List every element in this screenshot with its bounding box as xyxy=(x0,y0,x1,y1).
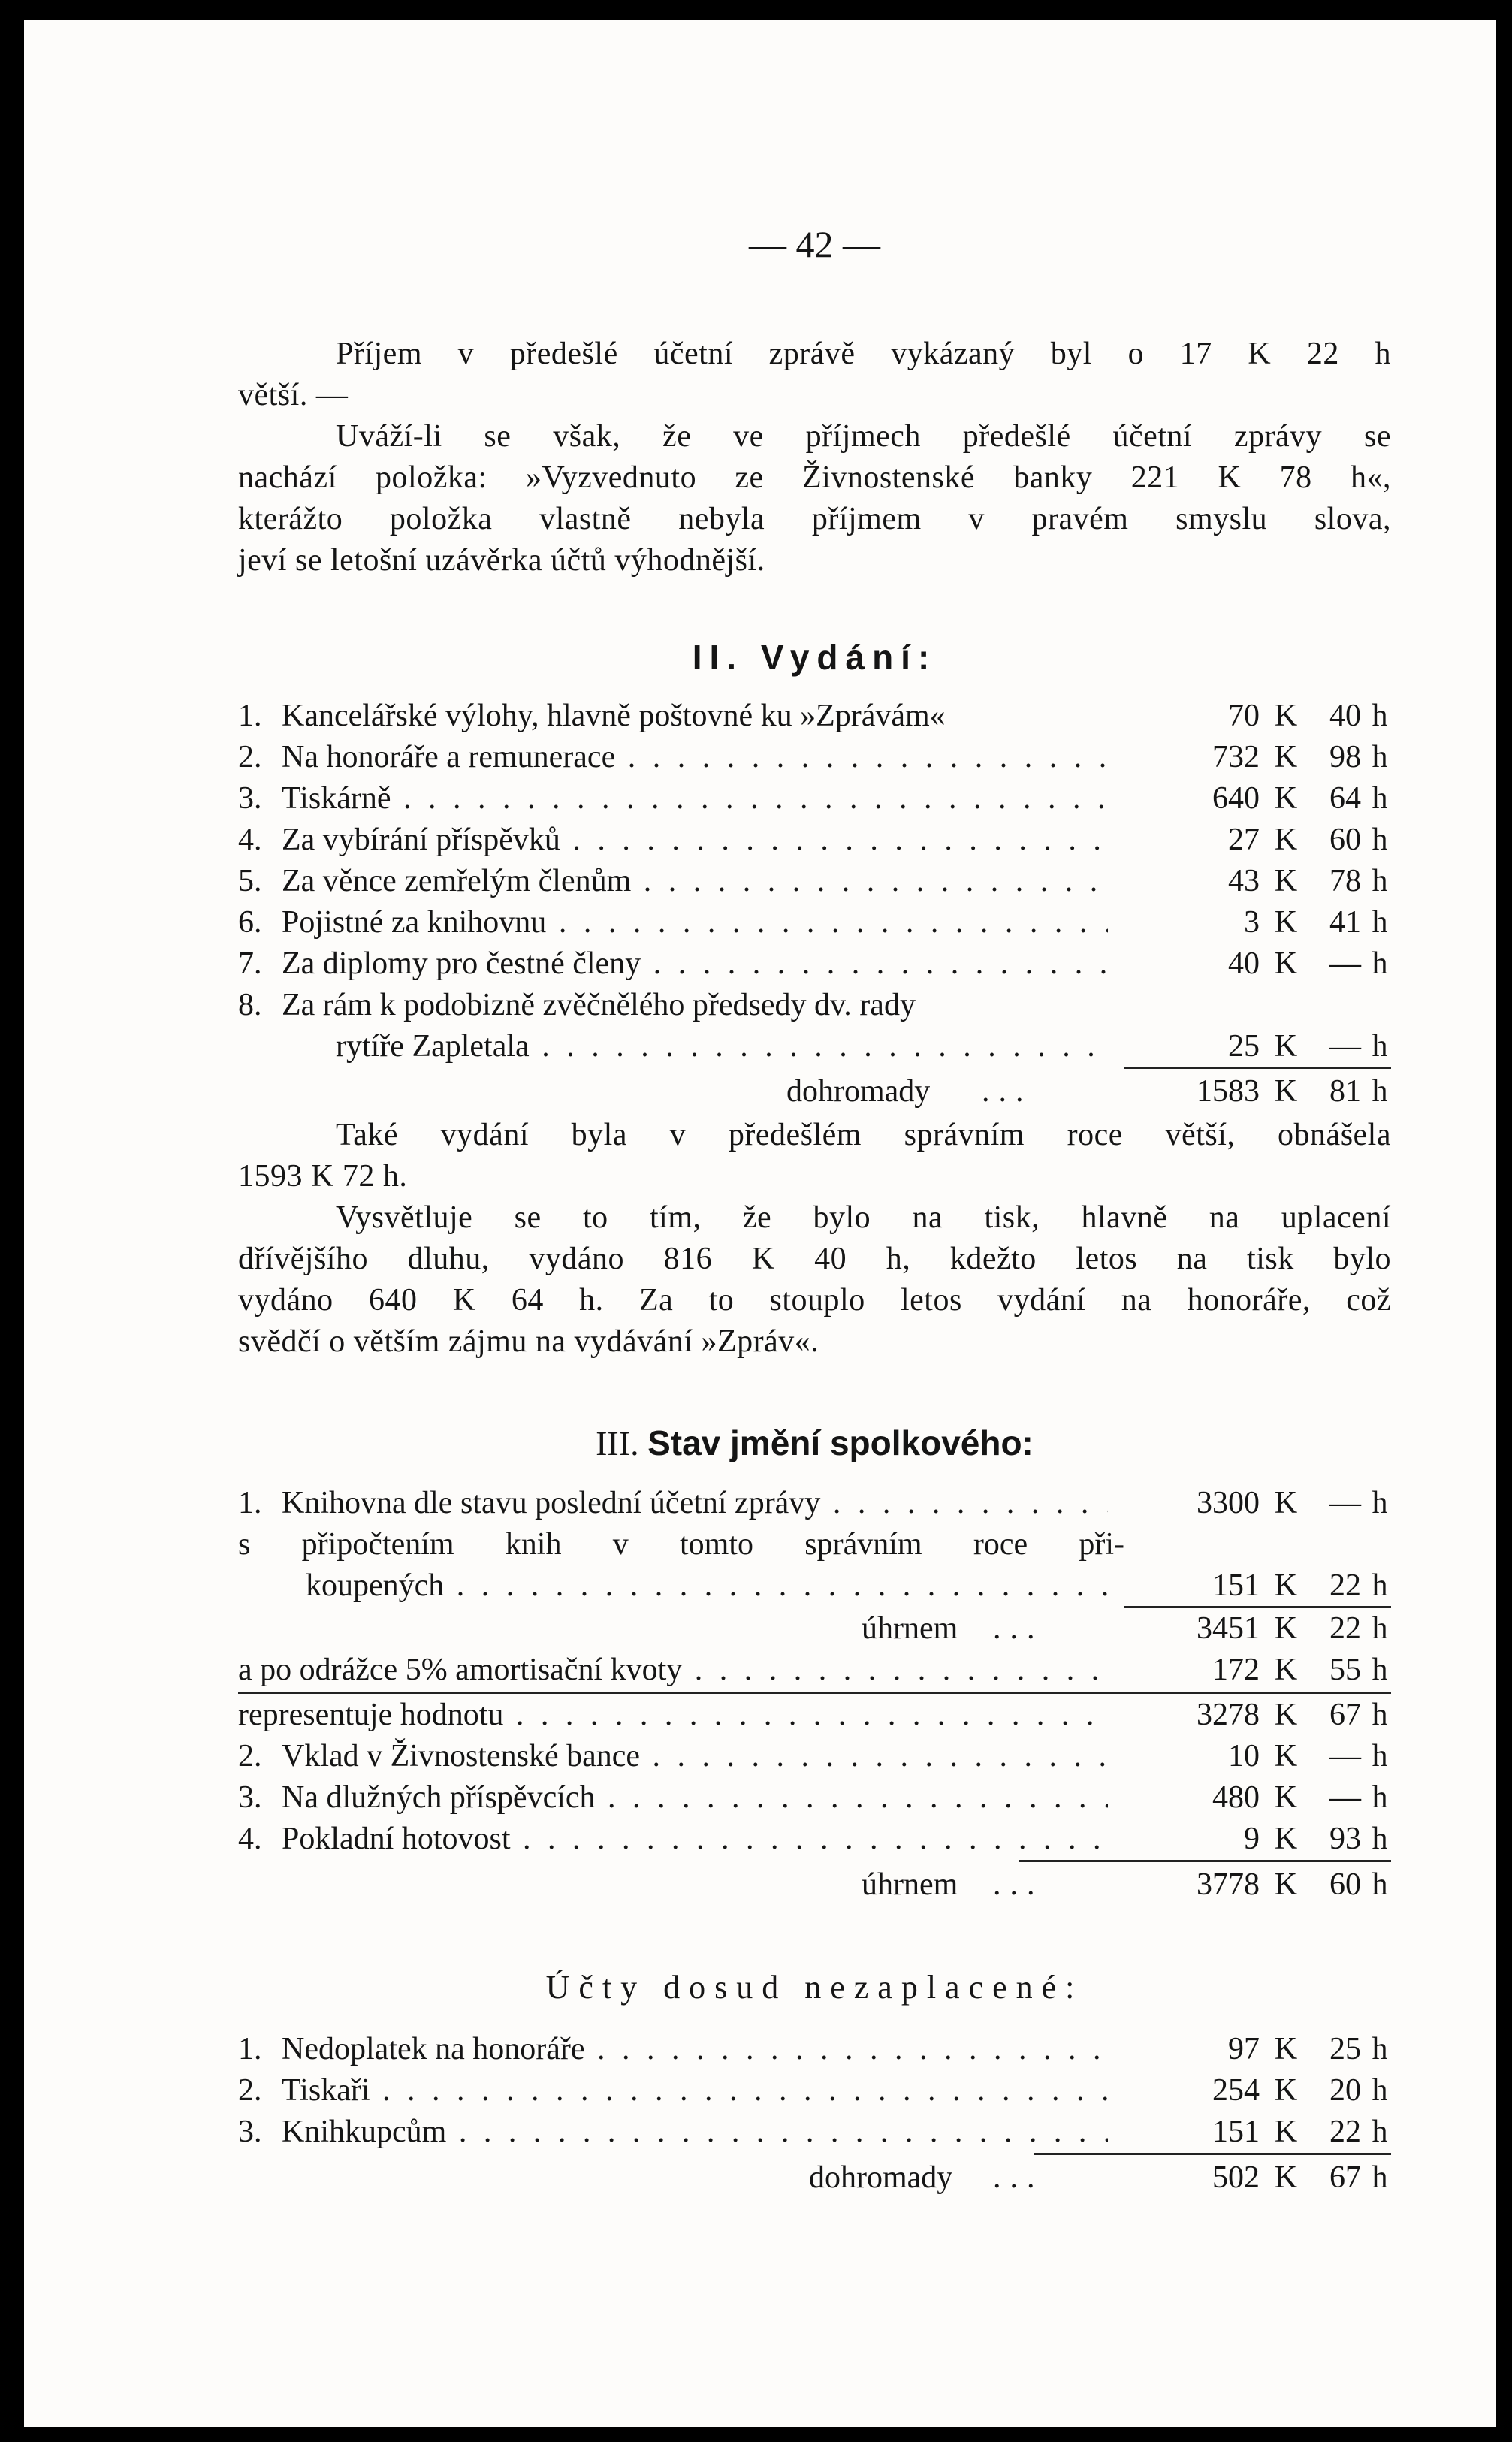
table-row xyxy=(238,902,1391,943)
intro-paragraph-2 xyxy=(238,416,1391,581)
text-line: větší. — xyxy=(238,378,349,412)
amount-k: 1583 xyxy=(1197,1074,1260,1109)
text-line: svědčí o větším zájmu na vydávání »Zpráv«. xyxy=(238,1324,819,1359)
row-label: a po odrážce 5% amortisační kvoty . . . xyxy=(238,1650,1109,1691)
amount-k: 151 xyxy=(1212,1568,1260,1603)
unit-k: K xyxy=(1274,1739,1298,1773)
unit-k: K xyxy=(1274,1822,1298,1856)
sum-rule xyxy=(1019,1860,1391,1862)
unit-h: h xyxy=(1372,1780,1388,1815)
row-label: Tiskárně . . . xyxy=(282,778,1108,820)
table-row xyxy=(238,1695,1391,1736)
text-line: kterážto položka vlastně nebyla příjmem v pravém smyslu slova, xyxy=(238,502,1391,536)
total-label: dohromady xyxy=(786,1074,931,1109)
table-row xyxy=(238,2111,1391,2153)
section-title: Stav jmění spolkového: xyxy=(647,1423,1034,1462)
table-row xyxy=(238,1483,1391,1524)
unit-h: h xyxy=(1372,2114,1388,2149)
row-label: Tiskaři . . . xyxy=(282,2070,1108,2111)
amount-h: 67 xyxy=(1329,1698,1361,1732)
total-label: dohromady xyxy=(809,2160,953,2195)
page xyxy=(24,20,1496,2427)
unit-h: h xyxy=(1372,905,1388,940)
unit-k: K xyxy=(1274,864,1298,898)
total-dots: ... xyxy=(993,1611,1044,1646)
amount-h: 81 xyxy=(1329,1074,1361,1109)
sum-rule xyxy=(1124,1067,1391,1069)
row-label: Na honoráře a remunerace . . . xyxy=(282,737,1108,778)
unit-h: h xyxy=(1372,1029,1388,1064)
text-line: 1593 K 72 h. xyxy=(238,1159,408,1194)
row-label: koupených . . . xyxy=(306,1565,1109,1607)
unit-h: h xyxy=(1372,946,1388,981)
sum-rule xyxy=(1034,2153,1391,2155)
text-line: Vysvětluje se to tím, že bylo na tisk, hlavně na uplacení xyxy=(336,1200,1391,1235)
row-number: 4. xyxy=(238,1822,262,1856)
unit-k: K xyxy=(1274,2160,1298,2195)
amount-k: 3778 xyxy=(1197,1867,1260,1902)
row-label: Nedoplatek na honoráře . . . xyxy=(282,2029,1108,2070)
unit-h: h xyxy=(1372,1698,1388,1732)
amount-k: 40 xyxy=(1228,946,1260,981)
row-number: 8. xyxy=(238,988,262,1022)
row-label: Pojistné za knihovnu . . . xyxy=(282,902,1108,943)
amount-h: 25 xyxy=(1329,2032,1361,2066)
amount-k: 3 xyxy=(1244,905,1260,940)
amount-h: 22 xyxy=(1329,1568,1361,1603)
table-row xyxy=(238,820,1391,861)
intro-paragraph-1 xyxy=(238,334,1391,416)
text-line: Uváží-li se však, že ve příjmech předešlé účetní zprávy se xyxy=(336,419,1391,454)
table-row xyxy=(238,1565,1391,1607)
table-row xyxy=(238,2029,1391,2070)
unit-k: K xyxy=(1274,2032,1298,2066)
row-number: 3. xyxy=(238,2114,262,2149)
amount-k: 10 xyxy=(1228,1739,1260,1773)
total-dots: ... xyxy=(993,1867,1044,1902)
amount-k: 254 xyxy=(1212,2073,1260,2108)
unit-h: h xyxy=(1372,1074,1388,1109)
unit-h: h xyxy=(1372,699,1388,733)
row-number: 5. xyxy=(238,864,262,898)
table-row xyxy=(238,1819,1391,1860)
row-number: 3. xyxy=(238,1780,262,1815)
table-row xyxy=(238,861,1391,902)
row-label: Pokladní hotovost . . . xyxy=(282,1819,1108,1860)
amount-h: — xyxy=(1329,1029,1361,1064)
paragraph-vydani-2 xyxy=(238,1197,1391,1363)
row-number: 1. xyxy=(238,1486,262,1520)
unit-h: h xyxy=(1372,2032,1388,2066)
text-line: nachází položka: »Vyzvednuto ze Živnostenské banky 221 K 78 h«, xyxy=(238,460,1391,495)
total-label: úhrnem xyxy=(862,1867,958,1902)
unit-k: K xyxy=(1274,905,1298,940)
amount-h: 40 xyxy=(1329,699,1361,733)
text-line: jeví se letošní uzávěrka účtů výhodnější. xyxy=(238,543,765,578)
amount-k: 70 xyxy=(1228,699,1260,733)
amount-h: — xyxy=(1329,946,1361,981)
amount-h: 22 xyxy=(1329,2114,1361,2149)
table-row xyxy=(238,778,1391,820)
amount-h: 60 xyxy=(1329,1867,1361,1902)
unit-k: K xyxy=(1274,946,1298,981)
row-label: representuje hodnotu . . . xyxy=(238,1695,1109,1736)
amount-h: 78 xyxy=(1329,864,1361,898)
table-row xyxy=(238,1777,1391,1819)
amount-k: 25 xyxy=(1228,1029,1260,1064)
amount-h: 64 xyxy=(1329,781,1361,816)
unit-h: h xyxy=(1372,1611,1388,1646)
row-number: 3. xyxy=(238,781,262,816)
paragraph-vydani-1 xyxy=(238,1115,1391,1197)
text-line: Také vydání byla v předešlém správním roce větší, obnášela xyxy=(336,1118,1391,1152)
total-dots: ... xyxy=(982,1074,1033,1109)
row-label: Na dlužných příspěvcích . . . xyxy=(282,1777,1108,1819)
unit-h: h xyxy=(1372,781,1388,816)
unit-k: K xyxy=(1274,1029,1298,1064)
amount-h: 41 xyxy=(1329,905,1361,940)
row-label: rytíře Zapletala . . . xyxy=(336,1026,1109,1067)
row-number: 1. xyxy=(238,699,262,733)
table-row xyxy=(238,1524,1391,1565)
unit-h: h xyxy=(1372,1568,1388,1603)
amount-k: 9 xyxy=(1244,1822,1260,1856)
table-row xyxy=(238,1650,1391,1691)
amount-h: — xyxy=(1329,1780,1361,1815)
unit-k: K xyxy=(1274,823,1298,857)
row-label: Za vybírání příspěvků . . . xyxy=(282,820,1108,861)
amount-h: 55 xyxy=(1329,1653,1361,1687)
section-heading-ucty: Účty dosud nezaplacené: xyxy=(545,1969,1084,2006)
row-number: 1. xyxy=(238,2032,262,2066)
row-label: Za rám k podobizně zvěčnělého předsedy dv. rady xyxy=(282,988,916,1022)
unit-k: K xyxy=(1274,1486,1298,1520)
row-label: s připočtením knih v tomto správním roce při- xyxy=(238,1527,1124,1562)
unit-h: h xyxy=(1372,740,1388,774)
amount-h: 93 xyxy=(1329,1822,1361,1856)
text-line: Příjem v předešlé účetní zprávě vykázaný byl o 17 K 22 h xyxy=(336,337,1391,371)
amount-k: 502 xyxy=(1212,2160,1260,2195)
amount-k: 3300 xyxy=(1197,1486,1260,1520)
amount-k: 3451 xyxy=(1197,1611,1260,1646)
row-label: Kancelářské výlohy, hlavně poštovné ku »Zprávám« xyxy=(282,699,946,733)
table-row xyxy=(238,1026,1391,1067)
unit-h: h xyxy=(1372,864,1388,898)
section-heading-vydani: II. Vydání: xyxy=(692,638,937,677)
total-row xyxy=(238,1608,1391,1650)
section-heading-jmeni xyxy=(238,1423,1391,1463)
row-label: Za diplomy pro čestné členy . . . xyxy=(282,943,1108,985)
unit-h: h xyxy=(1372,1653,1388,1687)
table-row xyxy=(238,696,1391,737)
unit-k: K xyxy=(1274,699,1298,733)
amount-k: 640 xyxy=(1212,781,1260,816)
table-row xyxy=(238,2070,1391,2111)
row-number: 2. xyxy=(238,740,262,774)
unit-h: h xyxy=(1372,1822,1388,1856)
amount-k: 27 xyxy=(1228,823,1260,857)
sum-rule xyxy=(238,1692,1391,1694)
row-label: Knihovna dle stavu poslední účetní zprávy . . . xyxy=(282,1483,1108,1524)
unit-k: K xyxy=(1274,740,1298,774)
amount-h: — xyxy=(1329,1739,1361,1773)
section-number: III. xyxy=(596,1424,639,1462)
row-label: Za věnce zemřelým členům . . . xyxy=(282,861,1108,902)
text-line: dřívějšího dluhu, vydáno 816 K 40 h, kdežto letos na tisk bylo xyxy=(238,1242,1391,1276)
amount-k: 151 xyxy=(1212,2114,1260,2149)
total-row xyxy=(238,1071,1391,1112)
amount-k: 43 xyxy=(1228,864,1260,898)
page-number: — 42 — xyxy=(749,223,880,265)
unit-k: K xyxy=(1274,1611,1298,1646)
unit-k: K xyxy=(1274,1698,1298,1732)
table-row xyxy=(238,1736,1391,1777)
unit-k: K xyxy=(1274,2114,1298,2149)
row-label: Knihkupcům . . . xyxy=(282,2111,1108,2153)
amount-h: 60 xyxy=(1329,823,1361,857)
unit-k: K xyxy=(1274,1867,1298,1902)
amount-k: 97 xyxy=(1228,2032,1260,2066)
row-number: 6. xyxy=(238,905,262,940)
unit-k: K xyxy=(1274,1780,1298,1815)
amount-h: 98 xyxy=(1329,740,1361,774)
text-line: vydáno 640 K 64 h. Za to stouplo letos vydání na honoráře, což xyxy=(238,1283,1391,1318)
table-row xyxy=(238,737,1391,778)
amount-h: — xyxy=(1329,1486,1361,1520)
unit-h: h xyxy=(1372,2160,1388,2195)
total-row xyxy=(238,2157,1391,2199)
unit-k: K xyxy=(1274,781,1298,816)
unit-h: h xyxy=(1372,823,1388,857)
row-label: Vklad v Živnostenské bance . . . xyxy=(282,1736,1108,1777)
amount-h: 20 xyxy=(1329,2073,1361,2108)
unit-h: h xyxy=(1372,2073,1388,2108)
table-row xyxy=(238,943,1391,985)
amount-k: 480 xyxy=(1212,1780,1260,1815)
total-dots: ... xyxy=(993,2160,1044,2195)
unit-k: K xyxy=(1274,1074,1298,1109)
unit-h: h xyxy=(1372,1867,1388,1902)
total-label: úhrnem xyxy=(862,1611,958,1646)
amount-k: 3278 xyxy=(1197,1698,1260,1732)
row-number: 2. xyxy=(238,1739,262,1773)
row-number: 2. xyxy=(238,2073,262,2108)
unit-h: h xyxy=(1372,1739,1388,1773)
table-row xyxy=(238,985,1391,1026)
unit-k: K xyxy=(1274,1653,1298,1687)
amount-h: 22 xyxy=(1329,1611,1361,1646)
amount-k: 732 xyxy=(1212,740,1260,774)
unit-h: h xyxy=(1372,1486,1388,1520)
amount-h: 67 xyxy=(1329,2160,1361,2195)
unit-k: K xyxy=(1274,2073,1298,2108)
row-number: 7. xyxy=(238,946,262,981)
row-number: 4. xyxy=(238,823,262,857)
total-row xyxy=(238,1864,1391,1906)
unit-k: K xyxy=(1274,1568,1298,1603)
amount-k: 172 xyxy=(1212,1653,1260,1687)
